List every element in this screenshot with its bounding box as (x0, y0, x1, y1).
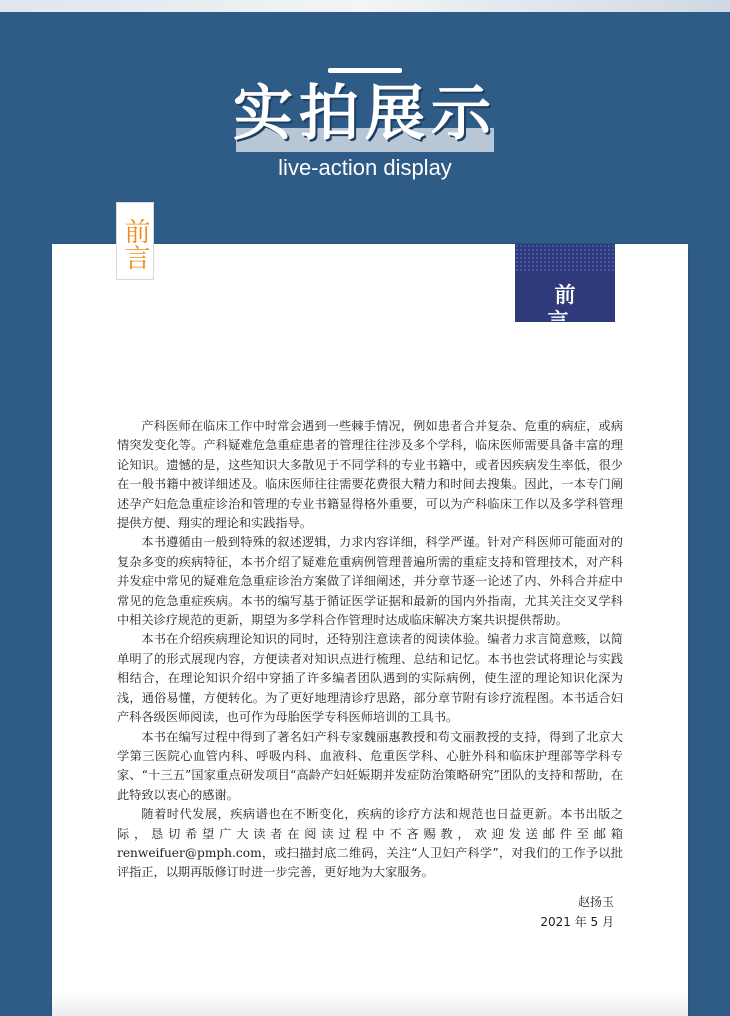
preface-body (117, 417, 623, 883)
section-tag: 前言 (116, 202, 154, 280)
page-subtitle: live-action display (278, 155, 452, 180)
document-page-bottom-shade (52, 990, 688, 1016)
preface-paragraph: 产科医师在临床工作中时常会遇到一些棘手情况，例如患者合并复杂、危重的病症，或病情突发变化等。产科疑难危急重症患者的管理往往涉及多个学科，临床医师需要具备丰富的理论知识。遗憾的是，这些知识大多散见于不同学科的专业书籍中，或者因疾病发生率低，很少在一般书籍中被详细述及。临床医师往往需要花费很大精力和时间去搜集。因此，一本专门阐述孕产妇危急重症诊治和管理的专业书籍显得格外重要，可以为产科临床工作以及多学科管理提供方便、翔实的理论和实践指导。 (117, 419, 623, 531)
page-title: 实拍展示 (233, 79, 497, 149)
signature-date: 2021 年 5 月 (540, 915, 614, 929)
top-strip (0, 0, 730, 12)
preface-paragraph: 本书在介绍疾病理论知识的同时，还特别注意读者的阅读体验。编者力求言简意赅，以简单明了的形式展现内容，方便读者对知识点进行梳理、总结和记忆。本书也尝试将理论与实践相结合，在理论知识介绍中穿插了许多编者团队遇到的实际病例，使生涩的理论知识化深为浅，通俗易懂，方便转化。为了更好地理清诊疗思路，部分章节附有诊疗流程图。本书适合妇产科各级医师阅读，也可作为母胎医学专科医师培训的工具书。 (117, 632, 623, 725)
preface-heading-label: 前 言 (547, 283, 590, 333)
heading-box-dot-pattern (515, 244, 615, 272)
preface-paragraph: 本书在编写过程中得到了著名妇产科专家魏丽惠教授和苟文丽教授的支持，得到了北京大学第三医院心血管内科、呼吸内科、血液科、危重医学科、心脏外科和临床护理部等学科专家、“十三五”国家重点研发项目“高龄产妇妊娠期并发症防治策略研究”团队的支持和帮助，在此特致以衷心的感谢。 (117, 729, 623, 802)
preface-heading-box (515, 244, 615, 333)
preface-paragraph: 本书遵循由一般到特殊的叙述逻辑，力求内容详细，科学严谨。针对产科医师可能面对的复杂多变的疾病特征，本书介绍了疑难危重病例管理普遍所需的重症支持和管理技术，对产科并发症中常见的疑难危急重症诊治方案做了详细阐述，并分章节逐一论述了内、外科合并症中常见的危急重症疾病。本书的编写基于循证医学证据和最新的国内外指南，尤其关注交叉学科中相关诊疗规范的更新，期望为多学科合作管理时达成临床解决方案共识提供帮助。 (117, 535, 623, 628)
preface-paragraph: 随着时代发展，疾病谱也在不断变化，疾病的诊疗方法和规范也日益更新。本书出版之际，恳切希望广大读者在阅读过程中不吝赐教，欢迎发送邮件至邮箱 renweifuer@pmph.com，或扫描封底二维码，关注“人卫妇产科学”，对我们的工作予以批评指正，以期再版修订时进一步完善，更好地为大家服务。 (117, 807, 623, 880)
author-name: 赵扬玉 (577, 895, 614, 909)
header-dash-decoration (328, 68, 402, 73)
signature-block (540, 892, 614, 932)
